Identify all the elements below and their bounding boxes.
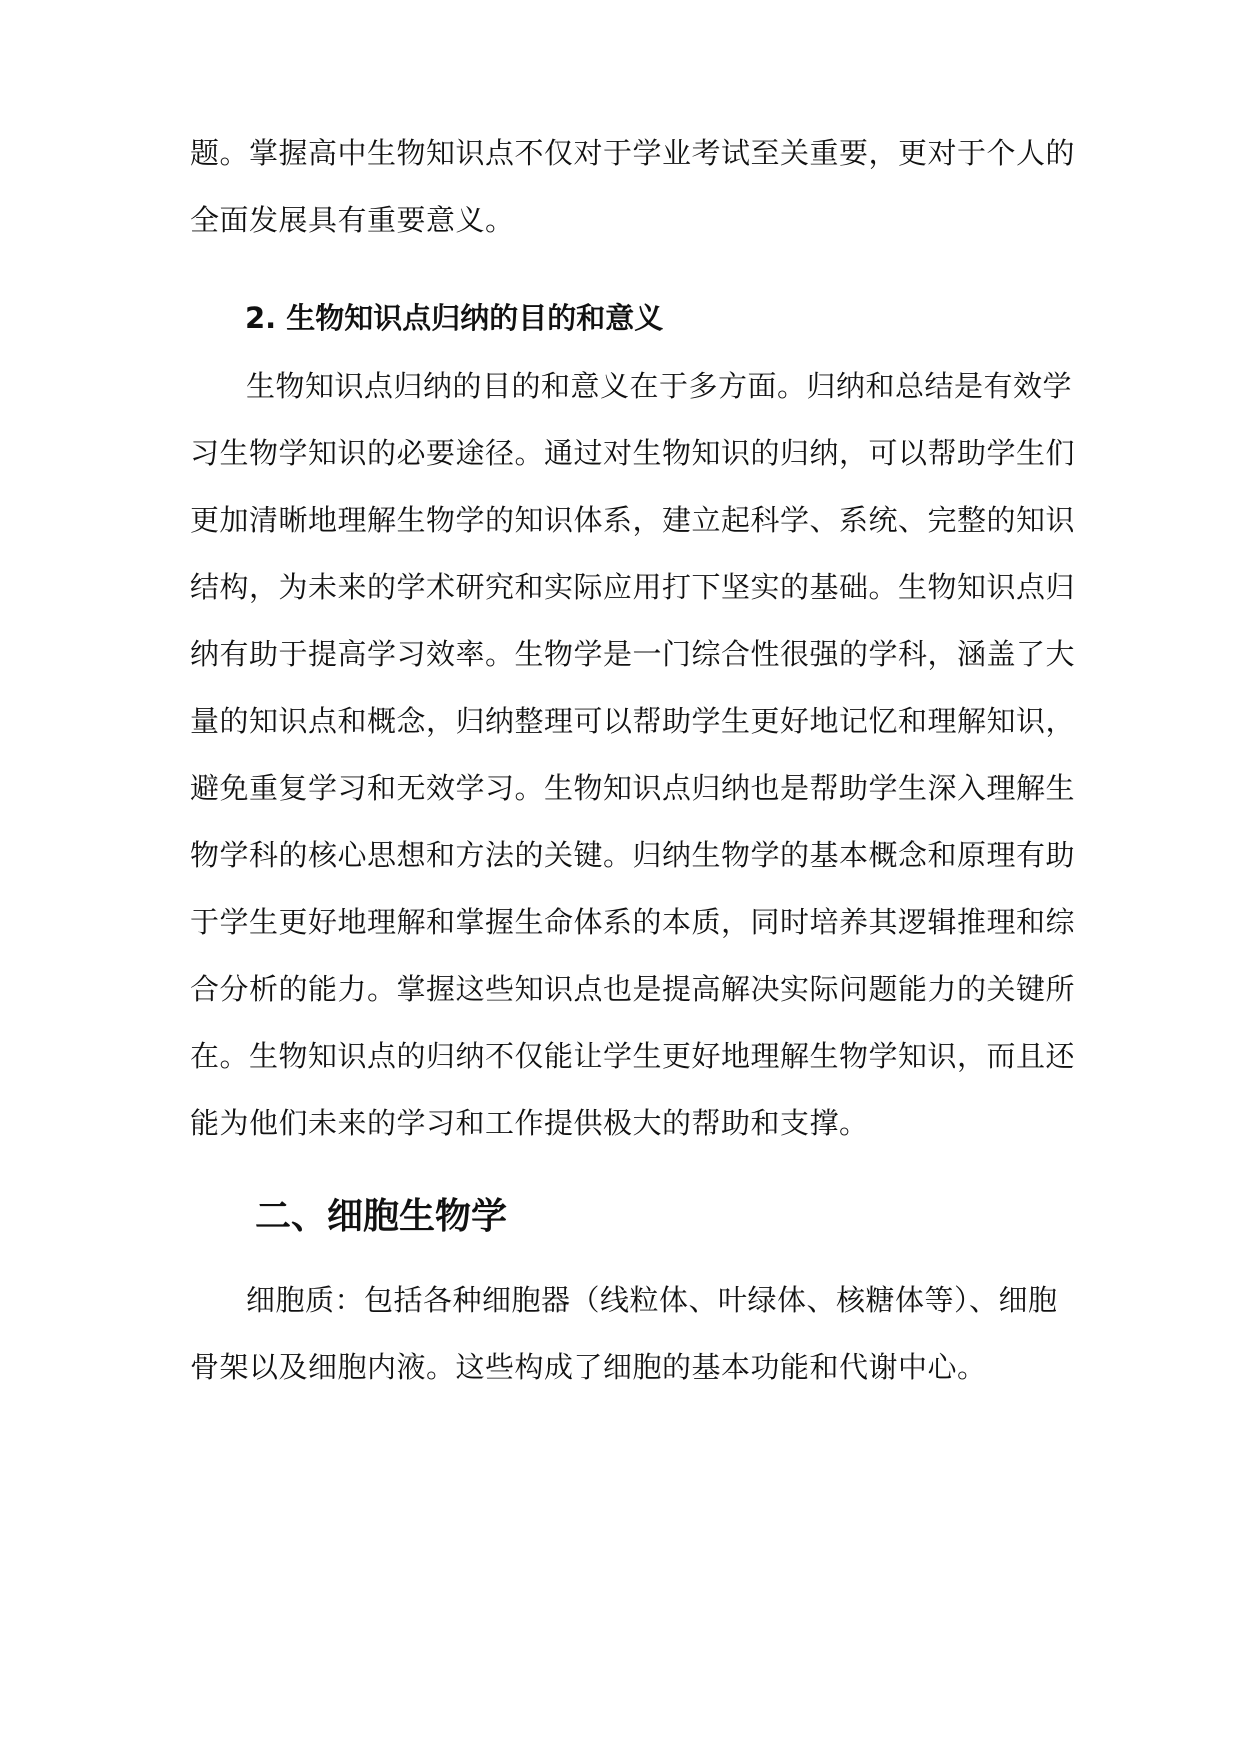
paragraph-line: 结构，为未来的学术研究和实际应用打下坚实的基础。生物知识点归 [190,570,1076,604]
paragraph-line: 细胞质：包括各种细胞器（线粒体、叶绿体、核糖体等）、细胞 [246,1283,1058,1317]
paragraph-line: 习生物学知识的必要途径。通过对生物知识的归纳，可以帮助学生们 [190,436,1076,470]
paragraph-line: 在。生物知识点的归纳不仅能让学生更好地理解生物学知识，而且还 [190,1039,1076,1073]
paragraph-line: 量的知识点和概念，归纳整理可以帮助学生更好地记忆和理解知识， [190,704,1076,738]
paragraph-line: 于学生更好地理解和掌握生命体系的本质，同时培养其逻辑推理和综 [190,905,1076,939]
paragraph-line: 避免重复学习和无效学习。生物知识点归纳也是帮助学生深入理解生 [190,771,1076,805]
paragraph-line: 合分析的能力。掌握这些知识点也是提高解决实际问题能力的关键所 [190,972,1076,1006]
paragraph-line: 生物知识点归纳的目的和意义在于多方面。归纳和总结是有效学 [246,369,1073,403]
paragraph-line: 全面发展具有重要意义。 [190,203,515,237]
paragraph-line: 能为他们未来的学习和工作提供极大的帮助和支撑。 [190,1106,869,1140]
paragraph-line: 更加清晰地理解生物学的知识体系，建立起科学、系统、完整的知识 [190,503,1076,537]
paragraph-line: 物学科的核心思想和方法的关键。归纳生物学的基本概念和原理有助 [190,838,1076,872]
section-heading: 2. 生物知识点归纳的目的和意义 [245,301,664,335]
paragraph-line: 题。掌握高中生物知识点不仅对于学业考试至关重要，更对于个人的 [190,136,1076,170]
chapter-heading: 二、细胞生物学 [255,1196,508,1237]
paragraph-line: 骨架以及细胞内液。这些构成了细胞的基本功能和代谢中心。 [190,1350,987,1384]
paragraph-line: 纳有助于提高学习效率。生物学是一门综合性很强的学科，涵盖了大 [190,637,1076,671]
